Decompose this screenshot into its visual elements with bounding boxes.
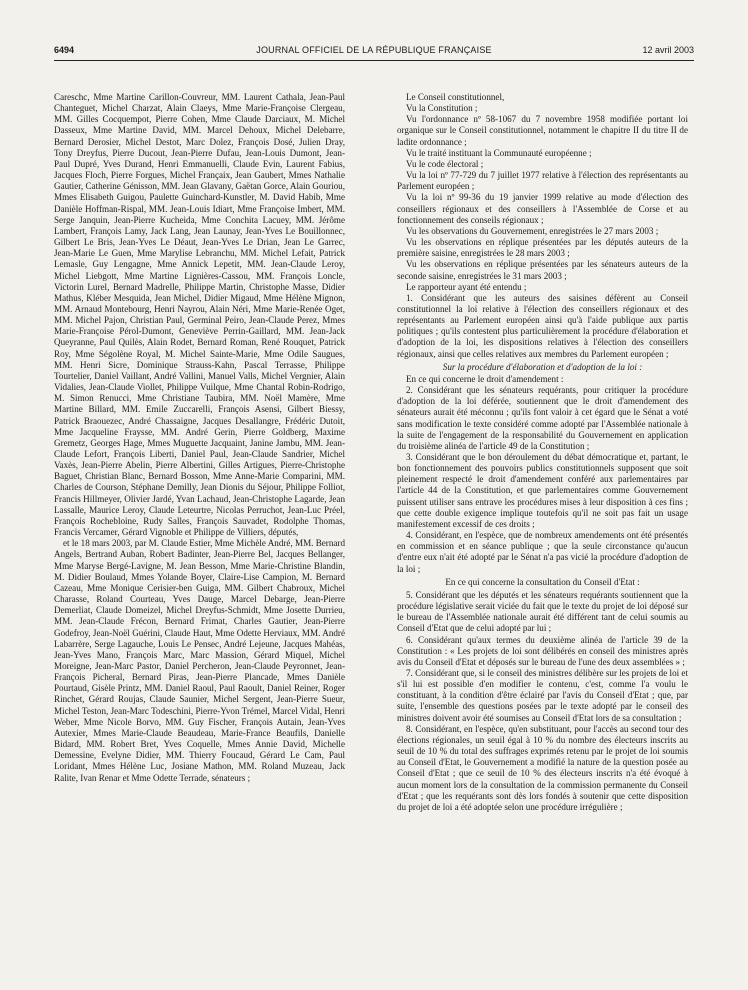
left-column (54, 92, 345, 784)
paragraph: Vu la loi nº 77-729 du 7 juillet 1977 relative à l'élection des représentants au Parlement européen ; (397, 170, 688, 192)
paragraph: Vu la loi nº 99-36 du 19 janvier 1999 relative au mode d'élection des conseillers régionaux et des conseillers à l'Assemblée de Corse et au fonctionnement des conseils régionaux ; (397, 192, 688, 225)
signatories-senators: et le 18 mars 2003, par M. Claude Estier, Mme Michèle André, MM. Bernard Angels, Bertrand Auban, Robert Badinter, Jean-Pierre Bel, Jacques Bellanger, Mme Maryse Bergé-Lavigne, M. Jean Besson, Mme Marie-Christine Blandin, M. Didier Boulaud, Mmes Yolande Boyer, Claire-Lise Campion, M. Bernard Cazeau, Mme Monique Cerisier-ben Guiga, MM. Gilbert Chabroux, Michel Charasse, Roland Courteau, Yves Dauge, Marcel Debarge, Jean-Pierre Demerliat, Claude Domeizel, Michel Dreyfus-Schmidt, Mme Josette Durrieu, MM. Jean-Claude Frécon, Bernard Frimat, Charles Gautier, Jean-Pierre Godefroy, Jean-Noël Guérini, Claude Haut, Mme Odette Herviaux, MM. André Labarrère, Serge Lagauche, Louis Le Pensec, André Lejeune, Jacques Mahéas, Jean-Yves Mano, François Marc, Marc Massion, Gérard Miquel, Michel Moreigne, Jean-Marc Pastor, Daniel Percheron, Jean-Claude Peyronnet, Jean-François Picheral, Bernard Piras, Jean-Pierre Plancade, Mmes Danièle Pourtaud, Gisèle Printz, MM. Daniel Raoul, Paul Raoult, Daniel Reiner, Roger Rinchet, Gérard Roujas, Claude Saunier, Michel Sergent, Jean-Pierre Sueur, Michel Teston, Jean-Marc Todeschini, Pierre-Yvon Trémel, Marcel Vidal, Henri Weber, Mme Nicole Borvo, MM. Guy Fischer, François Autain, Jean-Yves Autexier, Mmes Marie-Claude Beaudeau, Marie-France Beaufils, Danielle Bidard, MM. Robert Bret, Yves Coquelle, Mmes Annie David, Michelle Demessine, Evelyne Didier, MM. Thierry Foucaud, Gérard Le Cam, Paul Loridant, Mmes Hélène Luc, Josiane Mathon, MM. Roland Muzeau, Jack Ralite, Ivan Renar et Mme Odette Terrade, sénateurs ; (54, 538, 345, 783)
paragraph: 3. Considérant que le bon déroulement du débat démocratique et, partant, le bon fonctionnement des pouvoirs publics constitutionnels supposent que soit pleinement respecté le droit d'amendement conféré aux parlementaires par l'article 44 de la Constitution, et que parlementaires comme Gouvernement puissent utiliser sans entrave les procédures mises à leur disposition à ces fins ; que cette double exigence implique toutefois qu'il ne soit pas fait un usage manifestement excessif de ces droits ; (397, 452, 688, 529)
paragraph: 6. Considérant qu'aux termes du deuxième alinéa de l'article 39 de la Constitution : « Les projets de loi sont délibérés en conseil des ministres après avis du Conseil d'Etat et déposés sur le bureau de l'une des deux assemblées » ; (397, 634, 688, 667)
paragraph: Vu l'ordonnance nº 58-1067 du 7 novembre 1958 modifiée portant loi organique sur le Conseil constitutionnel, notamment le chapitre II du titre II de ladite ordonnance ; (397, 114, 688, 147)
signatories-deputies: Careschc, Mme Martine Carillon-Couvreur, MM. Laurent Cathala, Jean-Paul Chanteguet, Michel Charzat, Alain Claeys, Mme Marie-Françoise Clergeau, MM. Gilles Cocquempot, Pierre Cohen, Mme Claude Darciaux, M. Michel Dasseux, Mme Martine David, MM. Marcel Dehoux, Michel Delebarre, Bernard Derosier, Michel Destot, Marc Dolez, François Dosé, Julien Dray, Tony Dreyfus, Pierre Ducout, Jean-Pierre Dufau, Jean-Louis Dumont, Jean-Paul Dupré, Yves Durand, Henri Emmanuelli, Claude Evin, Laurent Fabius, Jacques Floch, Pierre Forgues, Michel Françaix, Jean Gaubert, Mmes Nathalie Gautier, Catherine Génisson, MM. Jean Glavany, Gaëtan Gorce, Alain Gouriou, Mmes Elisabeth Guigou, Paulette Guinchard-Kunstler, M. David Habib, Mme Danièle Hoffman-Rispal, MM. Jean-Louis Idiart, Mme Françoise Imbert, MM. Serge Janquin, Jean-Pierre Kucheida, Mme Conchita Lacuey, MM. Jérôme Lambert, François Lamy, Jack Lang, Jean Launay, Jean-Yves Le Bouillonnec, Gilbert Le Bris, Jean-Yves Le Déaut, Jean-Yves Le Drian, Jean Le Garrec, Jean-Marie Le Guen, Mme Marylise Lebranchu, MM. Michel Lefait, Patrick Lemasle, Guy Lengagne, Mme Annick Lepetit, MM. Jean-Claude Leroy, Michel Liebgott, Mme Martine Lignières-Cassou, MM. François Loncle, Victorin Lurel, Bernard Madrelle, Philippe Martin, Christophe Masse, Didier Mathus, Kléber Mesquida, Jean Michel, Didier Migaud, Mme Hélène Mignon, MM. Arnaud Montebourg, Henri Nayrou, Alain Néri, Mme Marie-Renée Oget, MM. Michel Pajon, Christian Paul, Germinal Peiro, Jean-Claude Perez, Mmes Marie-Françoise Pérol-Dumont, Geneviève Perrin-Gaillard, MM. Jean-Jack Queyranne, Paul Quilès, Alain Rodet, Bernard Roman, René Rouquet, Patrick Roy, Mme Ségolène Royal, M. Michel Sainte-Marie, Mme Odile Saugues, MM. Henri Sicre, Dominique Strauss-Kahn, Pascal Terrasse, Philippe Tourtelier, Daniel Vaillant, André Vallini, Manuel Valls, Michel Vergnier, Alain Vidalies, Jean-Claude Viollet, Philippe Vuilque, Mme Chantal Robin-Rodrigo, M. Simon Renucci, Mme Christiane Taubira, MM. Noël Mamère, Mme Martine Billard, MM. Emile Zuccarelli, François Asensi, Gilbert Biessy, Patrick Braouezec, André Chassaigne, Jacques Desallangre, Frédéric Dutoit, Mme Jacqueline Fraysse, MM. André Gerin, Pierre Goldberg, Maxime Gremetz, Georges Hage, Mmes Muguette Jacquaint, Janine Jambu, MM. Jean-Claude Lefort, François Liberti, Daniel Paul, Jean-Claude Sandrier, Michel Vaxès, Jean-Pierre Abelin, Pierre Albertini, Gilles Artigues, Pierre-Christophe Baguet, Christian Blanc, Bernard Bosson, Mme Anne-Marie Comparini, MM. Charles de Courson, Stéphane Demilly, Jean Dionis du Séjour, Philippe Folliot, Francis Hillmeyer, Olivier Jardé, Yvan Lachaud, Jean-Christophe Lagarde, Jean Lassalle, Maurice Leroy, Claude Leteurtre, Nicolas Perruchot, Jean-Luc Préel, François Rochebloine, Rudy Salles, François Sauvadet, Rodolphe Thomas, Francis Vercamer, Gérard Vignoble et Philippe de Villiers, députés, (54, 92, 345, 538)
right-column (397, 92, 688, 813)
paragraph: Le rapporteur ayant été entendu ; (406, 281, 527, 292)
paragraph: Vu le traité instituant la Communauté européenne ; (406, 147, 592, 158)
page-number: 6494 (54, 45, 75, 55)
publication-date: 12 avril 2003 (642, 45, 694, 55)
paragraph: Le Conseil constitutionnel, (406, 92, 505, 102)
journal-title: JOURNAL OFFICIEL DE LA RÉPUBLIQUE FRANÇAISE (256, 45, 492, 55)
paragraph: Vu les observations en réplique présentées par les députés auteurs de la première saisine, enregistrées le 28 mars 2003 ; (397, 237, 688, 259)
paragraph: 5. Considérant que les députés et les sénateurs requérants soutiennent que la procédure législative serait viciée du fait que le texte du projet de loi déposé sur le bureau de l'Assemblée nationale aurait été différent tant de celui soumis au Conseil d'Etat que de celui adopté par lui ; (397, 589, 688, 634)
header-rule (54, 60, 694, 61)
paragraph: Vu le code électoral ; (406, 158, 484, 169)
section-heading: Sur la procédure d'élaboration et d'adoption de la loi : (442, 361, 643, 372)
paragraph: 1. Considérant que les auteurs des saisines défèrent au Conseil constitutionnel la loi relative à l'élection des conseillers régionaux et des représentants au Parlement européen ainsi qu'à l'aide publique aux partis politiques ; qu'ils contestent plus particulièrement la procédure d'élaboration et d'adoption de la loi, les dispositions relatives à l'élection des conseillers régionaux, ainsi que celles relatives aux membres du Parlement européen ; (397, 292, 688, 359)
page-header (54, 45, 694, 59)
paragraph: En ce qui concerne le droit d'amendement : (406, 373, 564, 384)
paragraph: Vu les observations en réplique présentées par les sénateurs auteurs de la seconde saisine, enregistrées le 31 mars 2003 ; (397, 259, 688, 281)
subsection-heading: En ce qui concerne la consultation du Conseil d'Etat : (445, 576, 640, 587)
paragraph: Vu les observations du Gouvernement, enregistrées le 27 mars 2003 ; (406, 225, 659, 236)
paragraph: 4. Considérant, en l'espèce, que de nombreux amendements ont été présentés en commission et en séance publique ; que la seule circonstance qu'aucun d'entre eux n'ait été adopté par le Sénat n'a pas vicié la procédure d'adoption de la loi ; (397, 530, 688, 574)
paragraph: 8. Considérant, en l'espèce, qu'en substituant, pour l'accès au second tour des élections régionales, un seuil égal à 10 % du nombre des électeurs inscrits au seuil de 10 % du total des suffrages exprimés retenu par le projet de loi soumis au Conseil d'Etat, le Gouvernement a modifié la nature de la question posée au Conseil d'Etat ; que ce seuil de 10 % des électeurs inscrits n'a été évoqué à aucun moment lors de la consultation de la commission permanente du Conseil d'Etat ; que les requérants sont dès lors fondés à soutenir que cette disposition du projet de loi a été adoptée selon une procédure irrégulière ; (397, 723, 688, 812)
paragraph: 2. Considérant que les sénateurs requérants, pour critiquer la procédure d'adoption de la loi déférée, soutiennent que le droit d'amendement des sénateurs aurait été méconnu ; qu'ils font valoir à cet égard que le Sénat a voté sans modification le texte considéré comme adopté par l'Assemblée nationale à la suite de l'engagement de la responsabilité du Gouvernement en application du troisième alinéa de l'article 49 de la Constitution ; (397, 385, 688, 451)
paragraph: 7. Considérant que, si le conseil des ministres délibère sur les projets de loi et s'il lui est possible d'en modifier le contenu, c'est, comme l'a voulu le constituant, à la condition d'être éclairé par l'avis du Conseil d'Etat ; que, par suite, l'ensemble des questions posées par le texte adopté par le conseil des ministres doivent avoir été soumises au Conseil d'Etat lors de sa consultation ; (397, 667, 688, 723)
paragraph: Vu la Constitution ; (406, 103, 478, 114)
